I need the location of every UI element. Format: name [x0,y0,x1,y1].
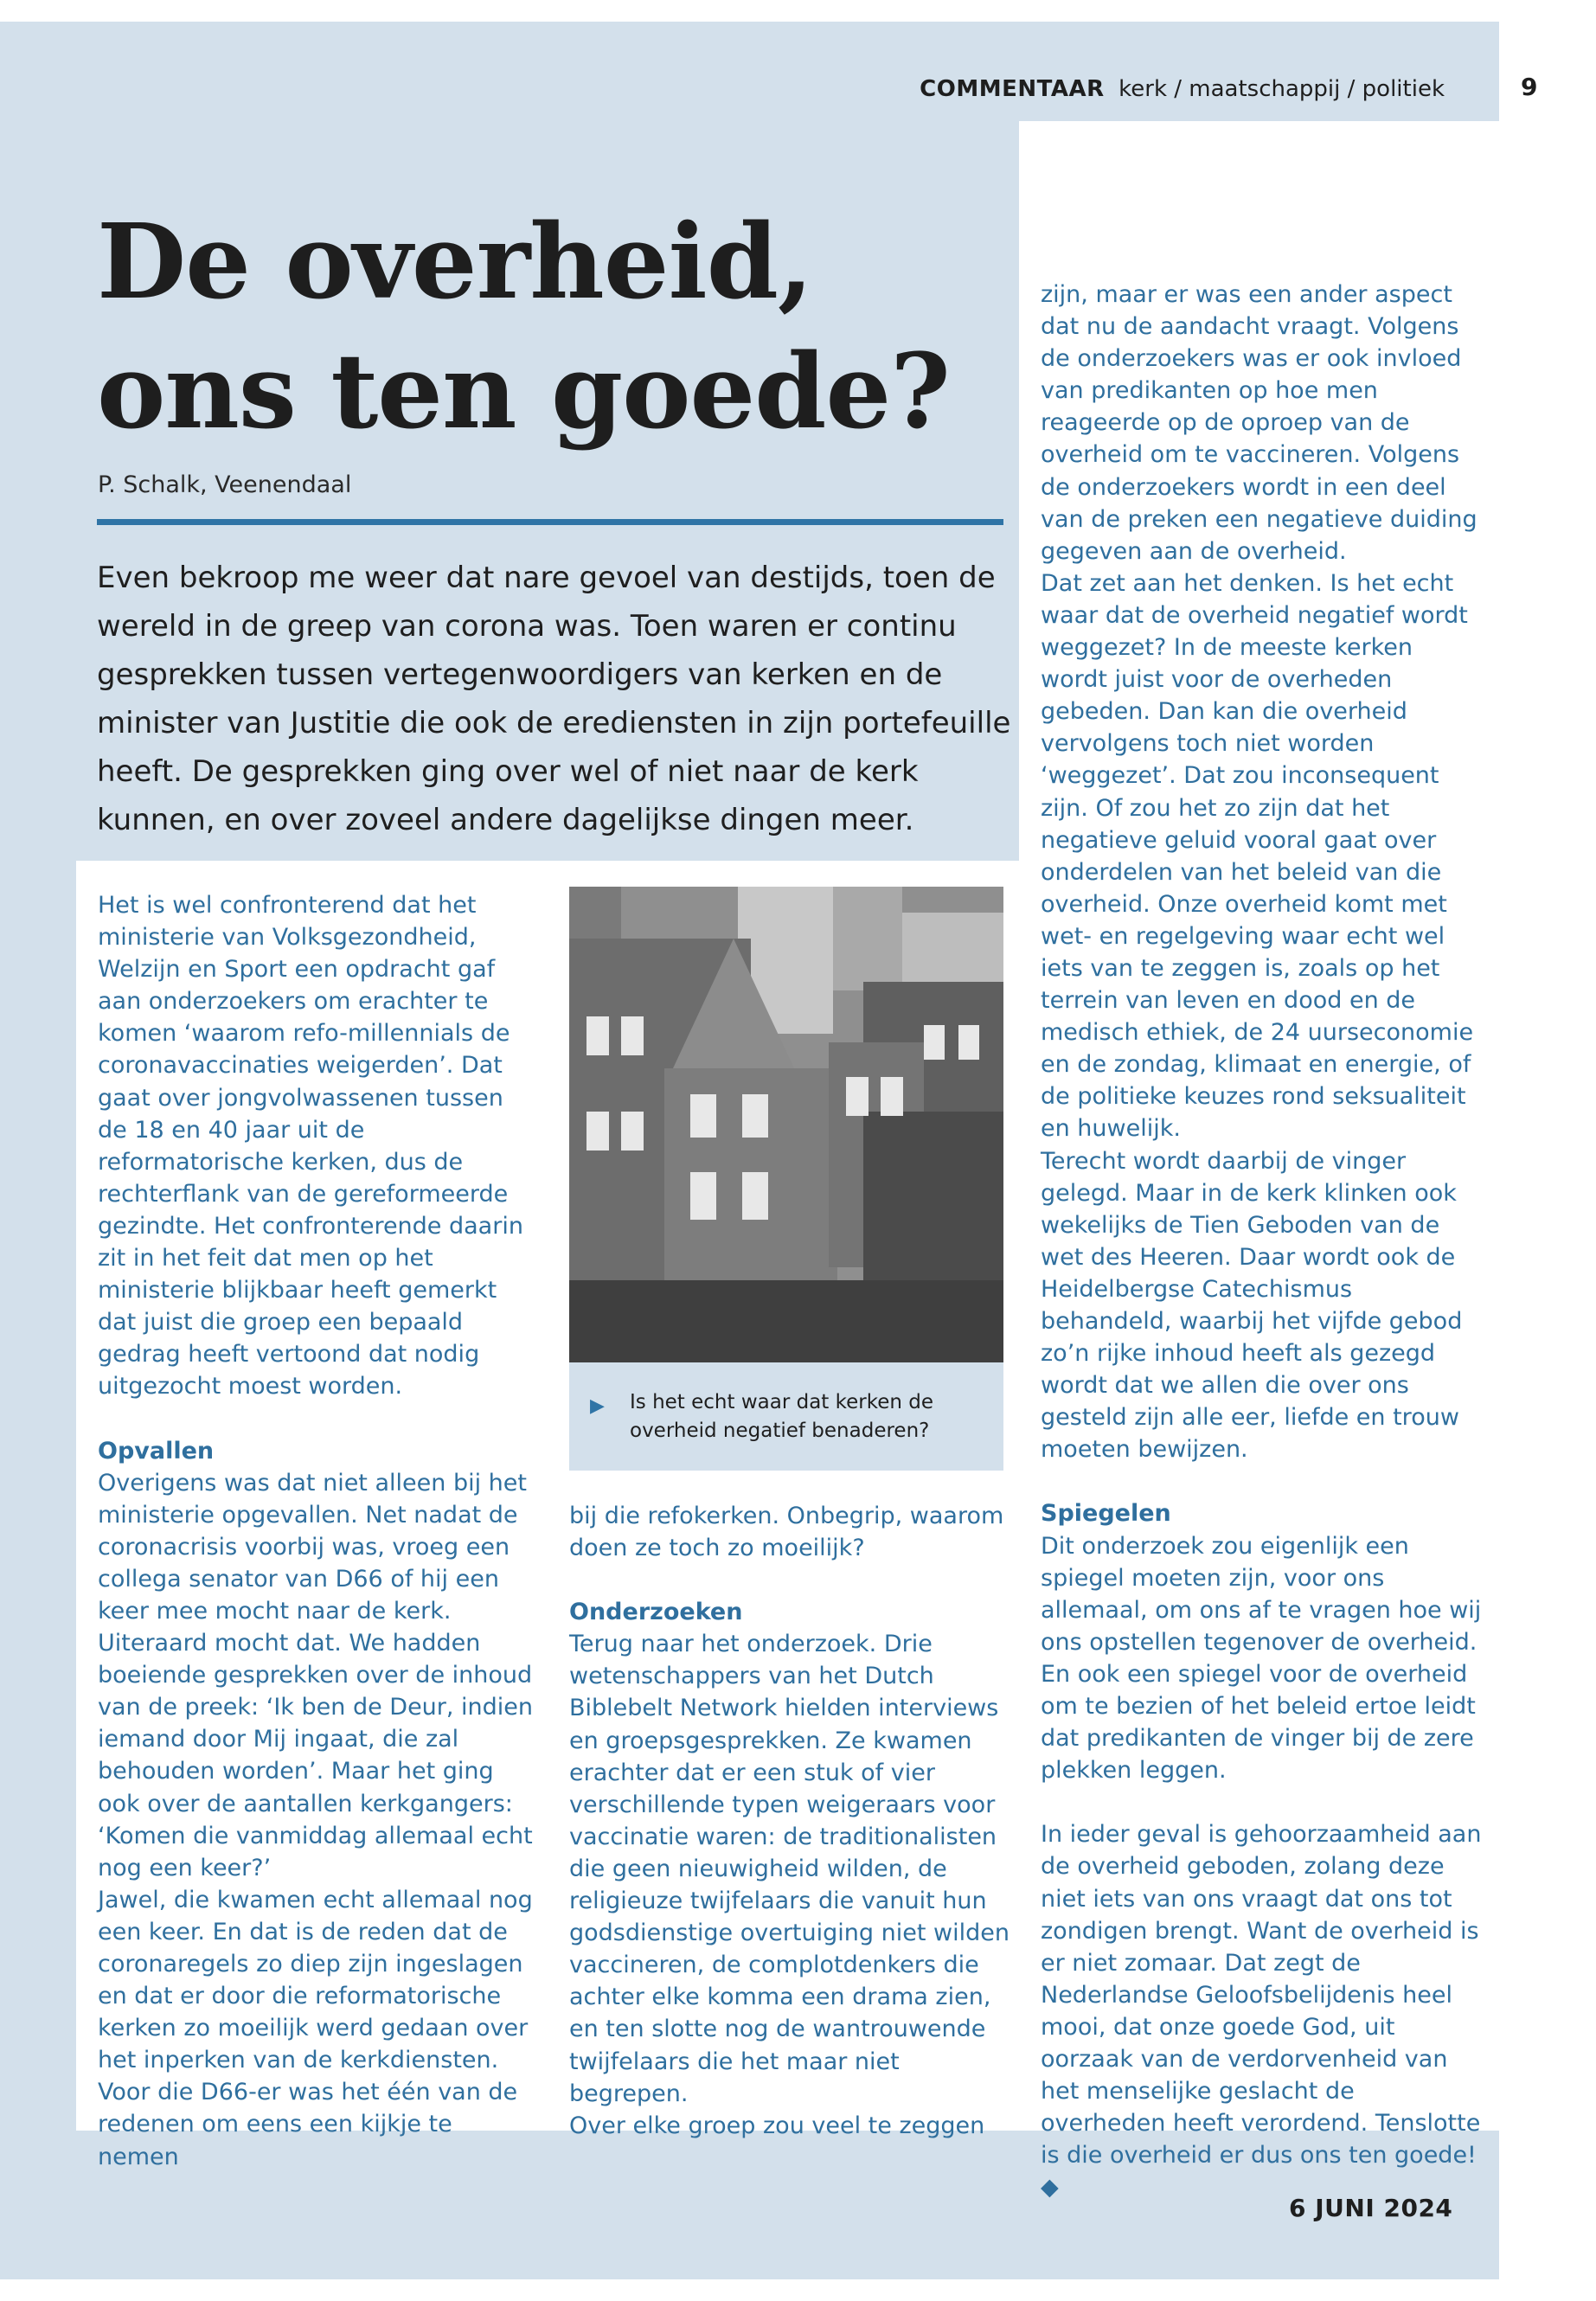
page-number: 9 [1521,73,1538,101]
author-byline: P. Schalk, Veenendaal [98,471,352,498]
section-label: COMMENTAAR [920,76,1105,102]
issue-date: 6 JUNI 2024 [1289,2194,1453,2222]
paragraph: Overigens was dat niet alleen bij het ministerie opgevallen. Net nadat de coronacrisis voorbij was, vroeg een collega senator van D66 of hij een keer mee mocht naar de kerk. Uiteraard mocht dat. We hadden boeiende gesprekken over de inhoud van de preek: ‘Ik ben de Deur, indien iemand door Mij ingaat, die zal behouden worden’. Maar het ging ook over de aantallen kerkgangers: ‘Komen die vanmiddag allemaal echt nog een keer?’ [98,1469,534,1881]
column-2 [569,1500,1012,2142]
paragraph: Jawel, die kwamen echt allemaal nog een keer. En dat is de reden dat de coronaregels zo diep zijn ingeslagen en dat er door die reformatorische kerken zo moeilijk werd gedaan over het inperken van de kerkdiensten. Voor die D66-er was het één van de redenen om eens een kijkje te nemen [98,1886,533,2170]
paragraph: Over elke groep zou veel te zeggen [569,2112,985,2139]
photo-caption [569,1362,1003,1471]
paragraph: zijn, maar er was een ander aspect dat nu de aandacht vraagt. Volgens de onderzoekers was er ook invloed van predikanten op hoe men reageerde op de oproep van de overheid om te vaccineren. Volgens de onderzoekers wordt in een deel van de preken een negatieve duiding gegeven aan de overheid. [1041,281,1477,565]
title-line-2: ons ten goede? [97,331,950,452]
article-title [97,197,997,457]
title-line-1: De overheid, [97,202,813,323]
paragraph: Terecht wordt daarbij de vinger gelegd. Maar in de kerk klinken ook wekelijks de Tien Geboden van de wet des Heeren. Daar wordt ook de Heidelbergse Catechismus behandeld, waarbij het vijfde gebod zo’n rijke inhoud heeft als gezegd wordt dat we allen die over ons gesteld zijn alle eer, liefde en trouw moeten bewijzen. [1041,1147,1463,1464]
subheading-opvallen: Opvallen [98,1437,215,1465]
caption-text: Is het echt waar dat kerken de overheid negatief benaderen? [630,1391,934,1442]
binnenhof-photo [569,887,1003,1362]
paragraph: Het is wel confronterend dat het ministerie van Volksgezondheid, Welzijn en Sport een opdracht gaf aan onderzoekers om erachter te komen ‘waarom refo-millennials de coronavaccinaties weigerden’. Dat gaat over jongvolwassenen tussen de 18 en 40 jaar uit de reformatorische kerken, dus de rechterflank van de gereformeerde gezindte. Het confronterende daarin zit in het feit dat men op het ministerie blijkbaar heeft gemerkt dat juist die groep een bepaald gedrag heeft vertoond dat nodig uitgezocht moest worden. [98,892,523,1400]
closing-text: In ieder geval is gehoorzaamheid aan de overheid geboden, zolang deze niet iets van ons vraagt dat ons tot zondigen brengt. Want de overheid is er niet zomaar. Dat zegt de Nederlandse Geloofsbelijdenis heel mooi, dat onze goede God, uit oorzaak van de verdorvenheid van het menselijke geslacht de overheden heeft verordend. Tenslotte is die overheid er dus ons ten goede! [1041,1821,1482,2170]
paragraph: Terug naar het onderzoek. Drie wetenschappers van het Dutch Biblebelt Network hielden interviews en groepsgesprekken. Ze kwamen erachter dat er een stuk of vier verschillende typen weigeraars voor vaccinatie waren: de traditionalisten die geen nieuwigheid wilden, de religieuze twijfelaars die vanuit hun godsdienstige overtuiging niet wilden vaccineren, de complotdenkers die achter elke komma een drama zien, en ten slotte nog de wantrouwende twijfelaars die het maar niet begrepen. [569,1631,1010,2107]
section-subtitle: kerk / maatschappij / politiek [1118,76,1445,102]
column-1 [98,889,539,2173]
intro-paragraph: Even bekroop me weer dat nare gevoel van destijds, toen de wereld in de greep van corona was. Toen waren er continu gesprekken tussen vertegenwoordigers van kerken en de minister van Justitie die ook de erediensten in zijn portefeuille heeft. De gesprekken ging over wel of niet naar de kerk kunnen, en over zoveel andere dagelijkse dingen meer. [97,561,1011,837]
paragraph: Dat zet aan het denken. Is het echt waar dat de overheid negatief wordt weggezet? In de meeste kerken wordt juist voor de overheden gebeden. Dan kan die overheid vervolgens toch niet worden ‘weggezet’. Dat zou inconsequent zijn. Of zou het zo zijn dat het negatieve geluid vooral gaat over onderdelen van het beleid van die overheid. Onze overheid komt met wet- en regelgeving waar echt wel iets van te zeggen is, zoals op het terrein van leven en dood en de medisch ethiek, de 24 uurseconomie en de zondag, klimaat en energie, of de politieke keuzes rond seksualiteit en huwelijk. [1041,569,1474,1143]
title-divider [97,519,1003,525]
paragraph: bij die refokerken. Onbegrip, waarom doen ze toch zo moeilijk? [569,1503,1004,1562]
paragraph [1041,1818,1486,2203]
subheading-onderzoeken: Onderzoeken [569,1599,743,1626]
running-header [920,76,1445,102]
paragraph: Dit onderzoek zou eigenlijk een spiegel moeten zijn, voor ons allemaal, om ons af te vragen hoe wij ons opstellen tegenover de overheid. En ook een spiegel voor de overheid om te bezien of het beleid ertoe leidt dat predikanten de vinger bij de zere plekken leggen. [1041,1532,1482,1785]
end-mark-icon: ◆ [1041,2174,1059,2202]
column-3 [1041,279,1486,2203]
caption-arrow-icon: ▶ [590,1395,605,1417]
subheading-spiegelen: Spiegelen [1041,1500,1171,1528]
